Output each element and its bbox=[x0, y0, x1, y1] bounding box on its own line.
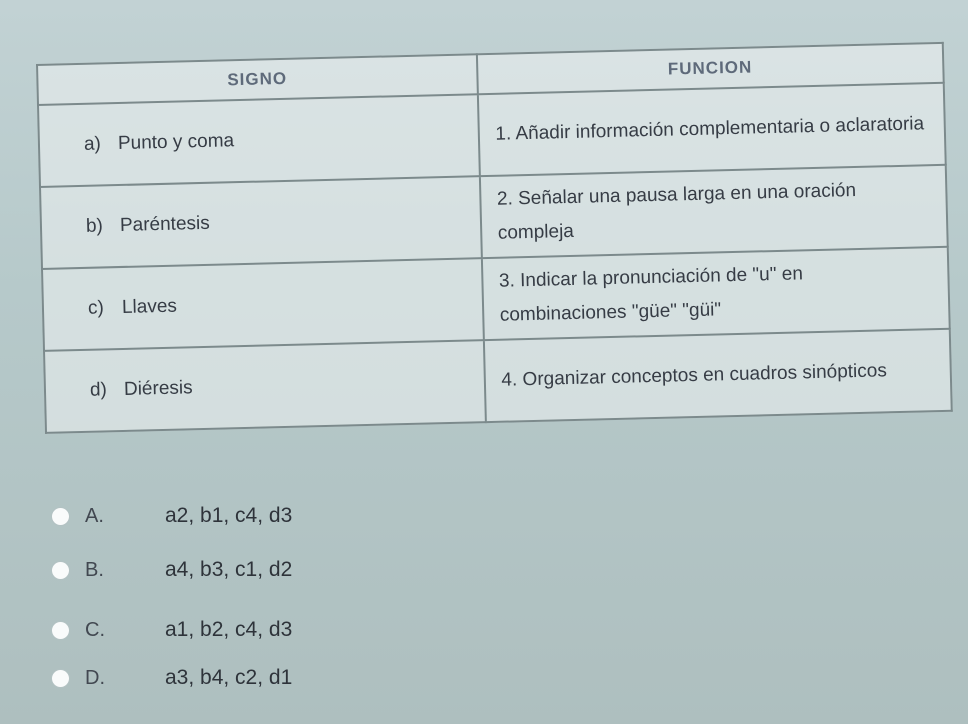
row-letter: d) bbox=[89, 379, 108, 401]
option-a[interactable] bbox=[52, 504, 292, 528]
sign-cell bbox=[40, 176, 481, 269]
radio-button-icon[interactable] bbox=[52, 562, 69, 579]
function-cell: 3. Indicar la pronunciación de "u" en combinaciones "güe" "güi" bbox=[481, 247, 949, 340]
radio-button-icon[interactable] bbox=[52, 622, 69, 639]
matching-table bbox=[36, 42, 953, 434]
sign-name: Punto y coma bbox=[117, 130, 235, 155]
row-letter: b) bbox=[85, 215, 104, 237]
radio-button-icon[interactable] bbox=[52, 670, 69, 687]
option-label: D. bbox=[85, 666, 105, 689]
option-d[interactable] bbox=[52, 666, 292, 690]
option-value: a2, b1, c4, d3 bbox=[165, 504, 293, 527]
radio-button-icon[interactable] bbox=[52, 508, 69, 525]
option-label: A. bbox=[85, 504, 104, 527]
sign-cell bbox=[42, 258, 483, 351]
option-value: a1, b2, c4, d3 bbox=[165, 618, 293, 641]
option-value: a3, b4, c2, d1 bbox=[165, 666, 293, 689]
column-header-funcion: FUNCION bbox=[476, 43, 943, 94]
sign-cell bbox=[44, 340, 485, 433]
option-label: B. bbox=[85, 558, 104, 581]
option-label: C. bbox=[85, 618, 105, 641]
sign-name: Paréntesis bbox=[119, 212, 210, 236]
column-header-signo: SIGNO bbox=[37, 54, 477, 105]
option-value: a4, b3, c1, d2 bbox=[165, 558, 293, 581]
sign-cell bbox=[38, 94, 479, 187]
row-letter: a) bbox=[83, 133, 102, 155]
sign-name: Diéresis bbox=[123, 377, 193, 400]
option-b[interactable] bbox=[52, 558, 292, 582]
function-cell: 4. Organizar conceptos en cuadros sinópticos bbox=[483, 329, 951, 422]
function-cell: 2. Señalar una pausa larga en una oración compleja bbox=[479, 165, 947, 258]
row-letter: c) bbox=[87, 297, 105, 319]
sign-name: Llaves bbox=[121, 295, 178, 318]
function-cell: 1. Añadir información complementaria o aclaratoria bbox=[477, 83, 945, 176]
option-c[interactable] bbox=[52, 618, 292, 642]
